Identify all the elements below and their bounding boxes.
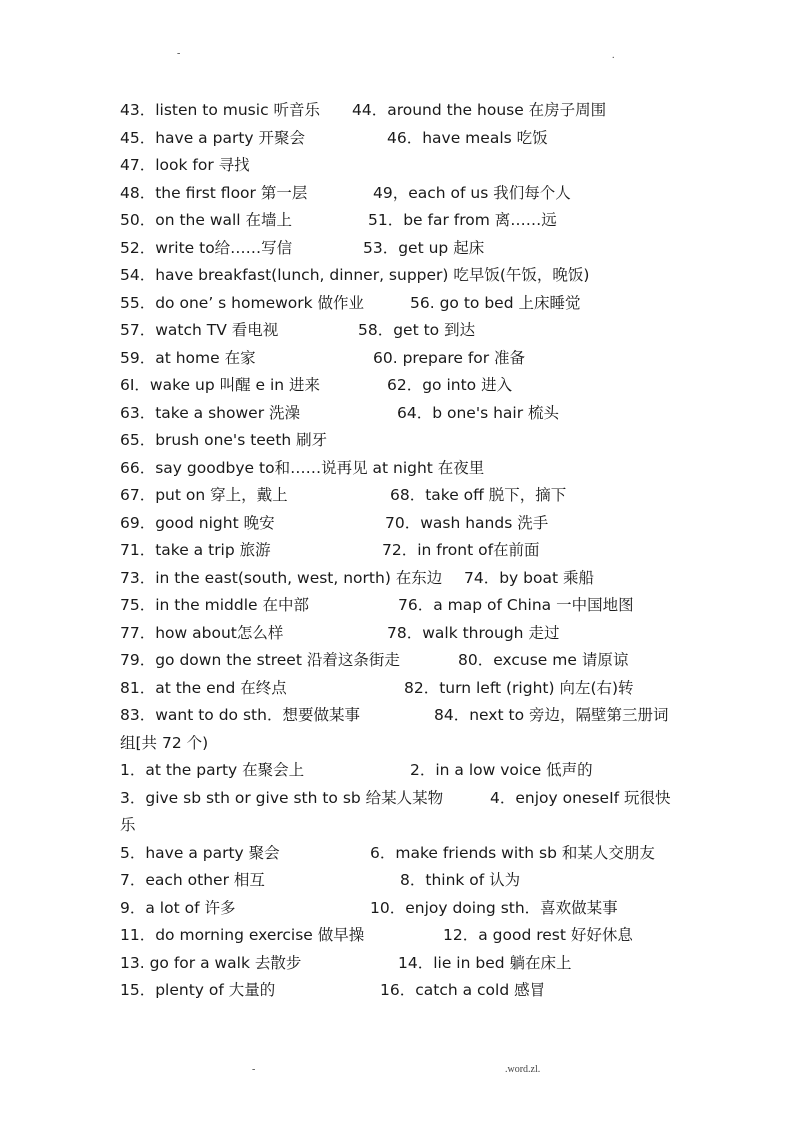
- vocab-line: [120, 180, 680, 208]
- vocab-entry: 54．have breakfast(lunch, dinner, supper) 吃早饭(午饭，晚饭): [120, 266, 590, 284]
- vocab-line: [120, 840, 680, 868]
- vocab-line: [120, 290, 680, 318]
- vocab-entry: 2．in a low voice 低声的: [410, 761, 593, 779]
- vocab-line: [120, 152, 680, 180]
- vocab-entry: 58．get to 到达: [358, 321, 476, 339]
- vocab-entry: 10．enjoy doing sth．喜欢做某事: [370, 898, 618, 917]
- vocab-entry: 66．say goodbye to和……说再见 at night 在夜里: [120, 458, 485, 477]
- vocab-entry: 57．watch TV 看电视: [120, 321, 279, 339]
- vocab-entry: 4．enjoy oneseIf 玩很快: [490, 788, 671, 807]
- vocab-entry: 65．brush one's teeth 刷牙: [120, 431, 328, 449]
- vocab-line: [120, 977, 680, 1005]
- vocab-entry: 16．catch a cold 感冒: [380, 981, 546, 999]
- vocab-line: [120, 400, 680, 428]
- vocab-entry: 8．think of 认为: [400, 871, 521, 889]
- vocab-entry: 60. prepare for 准备: [373, 348, 526, 367]
- vocab-entry: 47．look for 寻找: [120, 156, 250, 174]
- vocab-entry: 44．around the house 在房子周围: [352, 101, 607, 119]
- vocab-line: [120, 482, 680, 510]
- vocab-entry: 59．at home 在家: [120, 348, 256, 367]
- vocab-line: [120, 455, 680, 483]
- vocabulary-list: [120, 97, 680, 1005]
- vocab-line: [120, 867, 680, 895]
- vocab-line: [120, 207, 680, 235]
- vocab-line: [120, 510, 680, 538]
- vocab-line: [120, 235, 680, 263]
- footer-left-mark: -: [252, 1064, 256, 1075]
- vocab-entry: 76．a map of China 一中国地图: [398, 596, 634, 614]
- vocab-entry: 80．excuse me 请原谅: [458, 651, 629, 669]
- vocab-entry: 52．write to给……写信: [120, 238, 293, 257]
- vocab-line: [120, 675, 680, 703]
- header-right-mark: .: [612, 50, 615, 61]
- vocab-entry: 9．a lot of 许多: [120, 898, 236, 917]
- vocab-line: [120, 757, 680, 785]
- vocab-line: [120, 262, 680, 290]
- vocab-entry: 64．b one's hair 梳头: [397, 403, 560, 422]
- vocab-line: [120, 785, 680, 813]
- vocab-line: [120, 537, 680, 565]
- vocab-line: [120, 647, 680, 675]
- footer-right-mark: .word.zl.: [505, 1064, 541, 1075]
- vocab-entry: 45．have a party 开聚会: [120, 128, 305, 147]
- vocab-line: [120, 565, 680, 593]
- vocab-entry: 12．a good rest 好好休息: [443, 926, 633, 944]
- vocab-line: [120, 922, 680, 950]
- vocab-entry: 15．plenty of 大量的: [120, 981, 276, 999]
- vocab-entry: 82．turn left (right) 向左(右)转: [404, 678, 634, 697]
- vocab-entry: 78．walk through 走过: [387, 623, 560, 642]
- vocab-entry: 6I．wake up 叫醒 e in 进来: [120, 376, 321, 394]
- vocab-entry: 79．go down the street 沿着这条街走: [120, 651, 400, 669]
- vocab-line: [120, 317, 680, 345]
- vocab-entry: 11．do morning exercise 做早操: [120, 926, 365, 944]
- vocab-entry: 50．on the wall 在墙上: [120, 211, 293, 229]
- vocab-entry: 5．have a party 聚会: [120, 843, 280, 862]
- vocab-entry: 7．each other 相互: [120, 871, 265, 889]
- vocab-entry: 3．give sb sth or give sth to sb 给某人某物: [120, 788, 444, 807]
- vocab-entry: 63．take a shower 洗澡: [120, 403, 301, 422]
- vocab-entry: 77．how about怎么样: [120, 623, 284, 642]
- vocab-line: [120, 702, 680, 730]
- vocab-entry: 49，each of us 我们每个人: [373, 183, 571, 202]
- vocab-entry: 72．in front of在前面: [382, 541, 540, 559]
- vocab-line: [120, 345, 680, 373]
- vocab-line: [120, 812, 680, 840]
- vocab-line: [120, 372, 680, 400]
- vocab-line: [120, 950, 680, 978]
- vocab-entry: 62．go into 进入: [387, 376, 513, 394]
- vocab-entry: 71．take a trip 旅游: [120, 541, 271, 559]
- vocab-line: [120, 97, 680, 125]
- vocab-entry: 84．next to 旁边，隔壁第三册词: [434, 706, 669, 724]
- vocab-line: [120, 730, 680, 758]
- vocab-entry: 83．want to do sth．想要做某事: [120, 706, 360, 724]
- vocab-entry: 51．be far from 离……远: [368, 211, 557, 229]
- vocab-entry: 56. go to bed 上床睡觉: [410, 293, 581, 312]
- vocab-entry: 55．do one’ s homework 做作业: [120, 293, 365, 312]
- vocab-entry: 乐: [120, 816, 136, 834]
- vocab-entry: 69．good night 晚安: [120, 513, 275, 532]
- vocab-entry: 73．in the east(south, west, north) 在东边: [120, 568, 443, 587]
- vocab-entry: 6．make friends with sb 和某人交朋友: [370, 843, 655, 862]
- vocab-entry: 14．lie in bed 躺在床上: [398, 953, 572, 972]
- vocab-entry: 68．take off 脱下，摘下: [390, 486, 567, 504]
- vocab-entry: 75．in the middle 在中部: [120, 596, 309, 614]
- header-left-mark: -: [177, 48, 181, 59]
- vocab-entry: 13. go for a walk 去散步: [120, 953, 302, 972]
- vocab-line: [120, 620, 680, 648]
- vocab-entry: 48．the first floor 第一层: [120, 183, 308, 202]
- vocab-entry: 1．at the party 在聚会上: [120, 761, 305, 779]
- vocab-line: [120, 592, 680, 620]
- vocab-entry: 46．have meals 吃饭: [387, 128, 548, 147]
- vocab-entry: 53．get up 起床: [363, 238, 485, 257]
- vocab-entry: 74．by boat 乘船: [464, 568, 594, 587]
- vocab-line: [120, 125, 680, 153]
- vocab-line: [120, 895, 680, 923]
- vocab-entry: 70．wash hands 洗手: [385, 513, 549, 532]
- vocab-entry: 81．at the end 在终点: [120, 678, 287, 697]
- vocab-entry: 组[共 72 个): [120, 733, 209, 752]
- vocab-entry: 43．listen to music 听音乐: [120, 101, 321, 119]
- vocab-line: [120, 427, 680, 455]
- vocab-entry: 67．put on 穿上，戴上: [120, 486, 288, 504]
